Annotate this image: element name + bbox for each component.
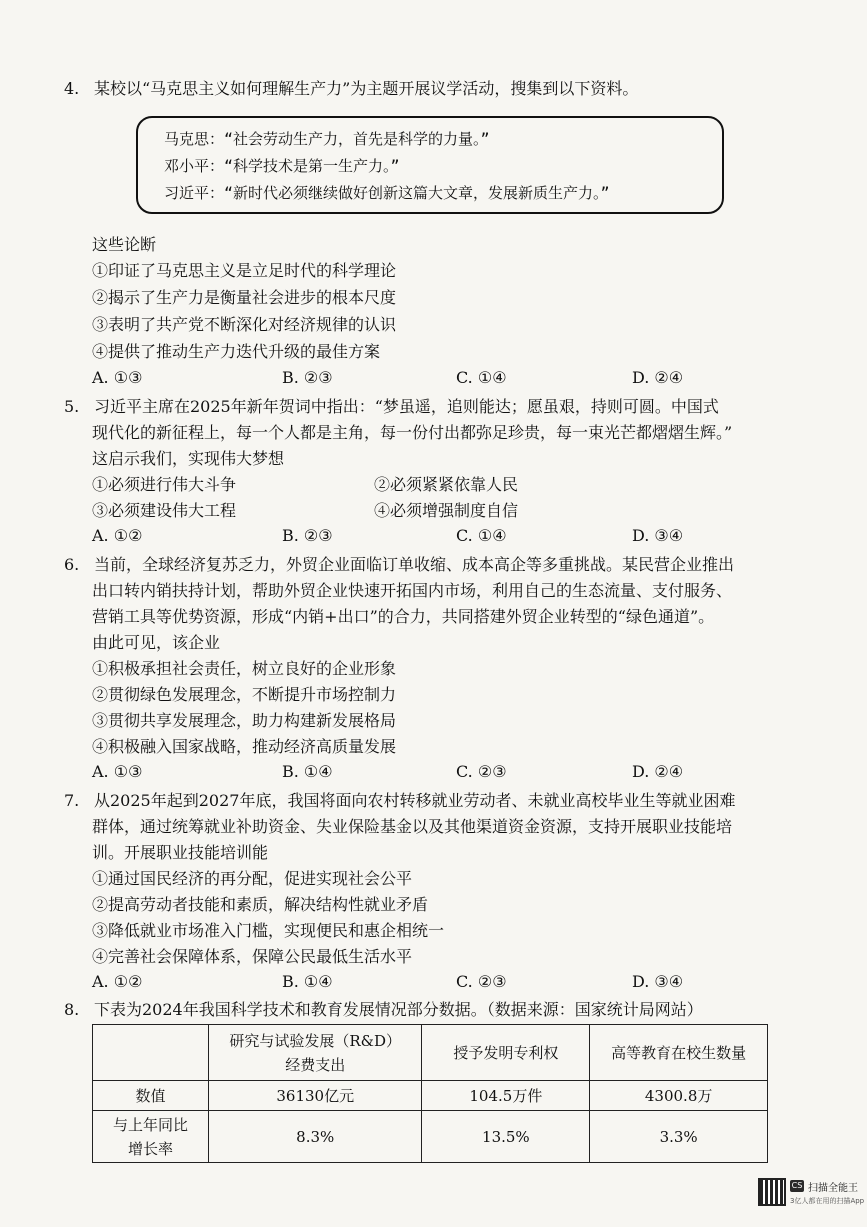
- q7-option-c[interactable]: C. ②③: [456, 972, 507, 991]
- q6-item-2: ②贯彻绿色发展理念，不断提升市场控制力: [92, 685, 397, 704]
- q4-option-a[interactable]: A. ①③: [92, 368, 143, 387]
- q5-option-a[interactable]: A. ①②: [92, 526, 143, 545]
- brand-name: 扫描全能王: [808, 1183, 858, 1194]
- q7-item-1: ①通过国民经济的再分配，促进实现社会公平: [92, 869, 413, 888]
- data-table: [92, 1024, 768, 1163]
- table-row: [93, 1081, 768, 1111]
- q6-option-c[interactable]: C. ②③: [456, 762, 507, 781]
- q5-line-3: 这启示我们，实现伟大梦想: [92, 449, 285, 468]
- q4-stem: 某校以“马克思主义如何理解生产力”为主题开展议学活动，搜集到以下资料。: [94, 79, 639, 98]
- quote-marx: 马克思：“社会劳动生产力，首先是科学的力量。”: [164, 130, 490, 148]
- q6-number: 6.: [64, 555, 80, 574]
- q7-item-4: ④完善社会保障体系，保障公民最低生活水平: [92, 947, 413, 966]
- q5-line-1: 习近平主席在2025年新年贺词中指出：“梦虽遥，追则能达；愿虽艰，持则可圆。中国式: [94, 397, 719, 416]
- q6-options: [92, 762, 792, 784]
- q6-item-3: ③贯彻共享发展理念，助力构建新发展格局: [92, 711, 397, 730]
- table-cell: 36130亿元: [208, 1081, 422, 1111]
- qr-code-icon: [758, 1178, 786, 1206]
- q7-option-b[interactable]: B. ①④: [282, 972, 333, 991]
- q7-options: [92, 972, 792, 994]
- q4-item-3: ③表明了共产党不断深化对经济规律的认识: [92, 315, 397, 334]
- q4-options: [92, 368, 792, 390]
- table-header-cell: 高等教育在校生数量: [590, 1025, 768, 1081]
- q6-line-1: 当前，全球经济复苏乏力，外贸企业面临订单收缩、成本高企等多重挑战。某民营企业推出: [94, 555, 735, 574]
- q7-item-2: ②提高劳动者技能和素质，解决结构性就业矛盾: [92, 895, 429, 914]
- q5-item-2: ②必须紧紧依靠人民: [374, 475, 519, 494]
- q8-number: 8.: [64, 1000, 80, 1019]
- q5-options: [92, 526, 792, 548]
- cs-logo-icon: CS: [791, 1181, 803, 1190]
- quote-xi: 习近平：“新时代必须继续做好创新这篇大文章，发展新质生产力。”: [164, 184, 610, 202]
- table-cell: 3.3%: [590, 1111, 768, 1163]
- table-header-cell: 授予发明专利权: [422, 1025, 590, 1081]
- q4-item-1: ①印证了马克思主义是立足时代的科学理论: [92, 261, 397, 280]
- q6-option-b[interactable]: B. ①④: [282, 762, 333, 781]
- quote-deng: 邓小平：“科学技术是第一生产力。”: [164, 157, 400, 175]
- q5-item-4: ④必须增强制度自信: [374, 501, 519, 520]
- q7-item-3: ③降低就业市场准入门槛，实现便民和惠企相统一: [92, 921, 445, 940]
- q6-line-3: 营销工具等优势资源，形成“内销+出口”的合力，共同搭建外贸企业转型的“绿色通道”。: [92, 607, 715, 626]
- q5-number: 5.: [64, 397, 80, 416]
- q6-option-a[interactable]: A. ①③: [92, 762, 143, 781]
- table-cell: 13.5%: [422, 1111, 590, 1163]
- q4-item-2: ②揭示了生产力是衡量社会进步的根本尺度: [92, 288, 397, 307]
- q5-line-2: 现代化的新征程上，每一个人都是主角，每一份付出都弥足珍贵，每一束光芒都熠熠生辉。”: [92, 423, 733, 442]
- q6-item-1: ①积极承担社会责任，树立良好的企业形象: [92, 659, 397, 678]
- q7-option-d[interactable]: D. ③④: [632, 972, 684, 991]
- table-cell: 数值: [93, 1081, 209, 1111]
- q7-number: 7.: [64, 791, 80, 810]
- q5-option-b[interactable]: B. ②③: [282, 526, 333, 545]
- scanner-badge: [758, 1178, 865, 1218]
- table-row: [93, 1111, 768, 1163]
- table-header-cell: 研究与试验发展（R&D） 经费支出: [208, 1025, 422, 1081]
- q4-item-4: ④提供了推动生产力迭代升级的最佳方案: [92, 342, 381, 361]
- q5-option-c[interactable]: C. ①④: [456, 526, 507, 545]
- q4-option-c[interactable]: C. ①④: [456, 368, 507, 387]
- q6-line-2: 出口转内销扶持计划，帮助外贸企业快速开拓国内市场，利用自己的生态流量、支付服务、: [92, 581, 733, 600]
- table-cell: 4300.8万: [590, 1081, 768, 1111]
- q7-option-a[interactable]: A. ①②: [92, 972, 143, 991]
- table-header-row: [93, 1025, 768, 1081]
- q6-line-4: 由此可见，该企业: [92, 633, 221, 652]
- q7-line-2: 群体，通过统筹就业补助资金、失业保险基金以及其他渠道资金资源，支持开展职业技能培: [92, 817, 733, 836]
- q6-option-d[interactable]: D. ②④: [632, 762, 684, 781]
- table-header-cell: [93, 1025, 209, 1081]
- q7-line-3: 训。开展职业技能培训能: [92, 843, 269, 862]
- q5-option-d[interactable]: D. ③④: [632, 526, 684, 545]
- q4-number: 4.: [64, 79, 80, 98]
- quote-box: [136, 116, 724, 214]
- q5-item-3: ③必须建设伟大工程: [92, 501, 237, 520]
- q5-item-1: ①必须进行伟大斗争: [92, 475, 237, 494]
- q6-item-4: ④积极融入国家战略，推动经济高质量发展: [92, 737, 397, 756]
- q7-line-1: 从2025年起到2027年底，我国将面向农村转移就业劳动者、未就业高校毕业生等就业困难: [94, 791, 736, 810]
- q4-lead: 这些论断: [92, 235, 157, 254]
- table-cell: 8.3%: [208, 1111, 422, 1163]
- table-cell: 104.5万件: [422, 1081, 590, 1111]
- q8-stem: 下表为2024年我国科学技术和教育发展情况部分数据。（数据来源：国家统计局网站）: [94, 1000, 703, 1019]
- q4-option-b[interactable]: B. ②③: [282, 368, 333, 387]
- q4-option-d[interactable]: D. ②④: [632, 368, 684, 387]
- table-cell: 与上年同比 增长率: [93, 1111, 209, 1163]
- brand-slogan: 3亿人都在用的扫描App: [790, 1197, 865, 1205]
